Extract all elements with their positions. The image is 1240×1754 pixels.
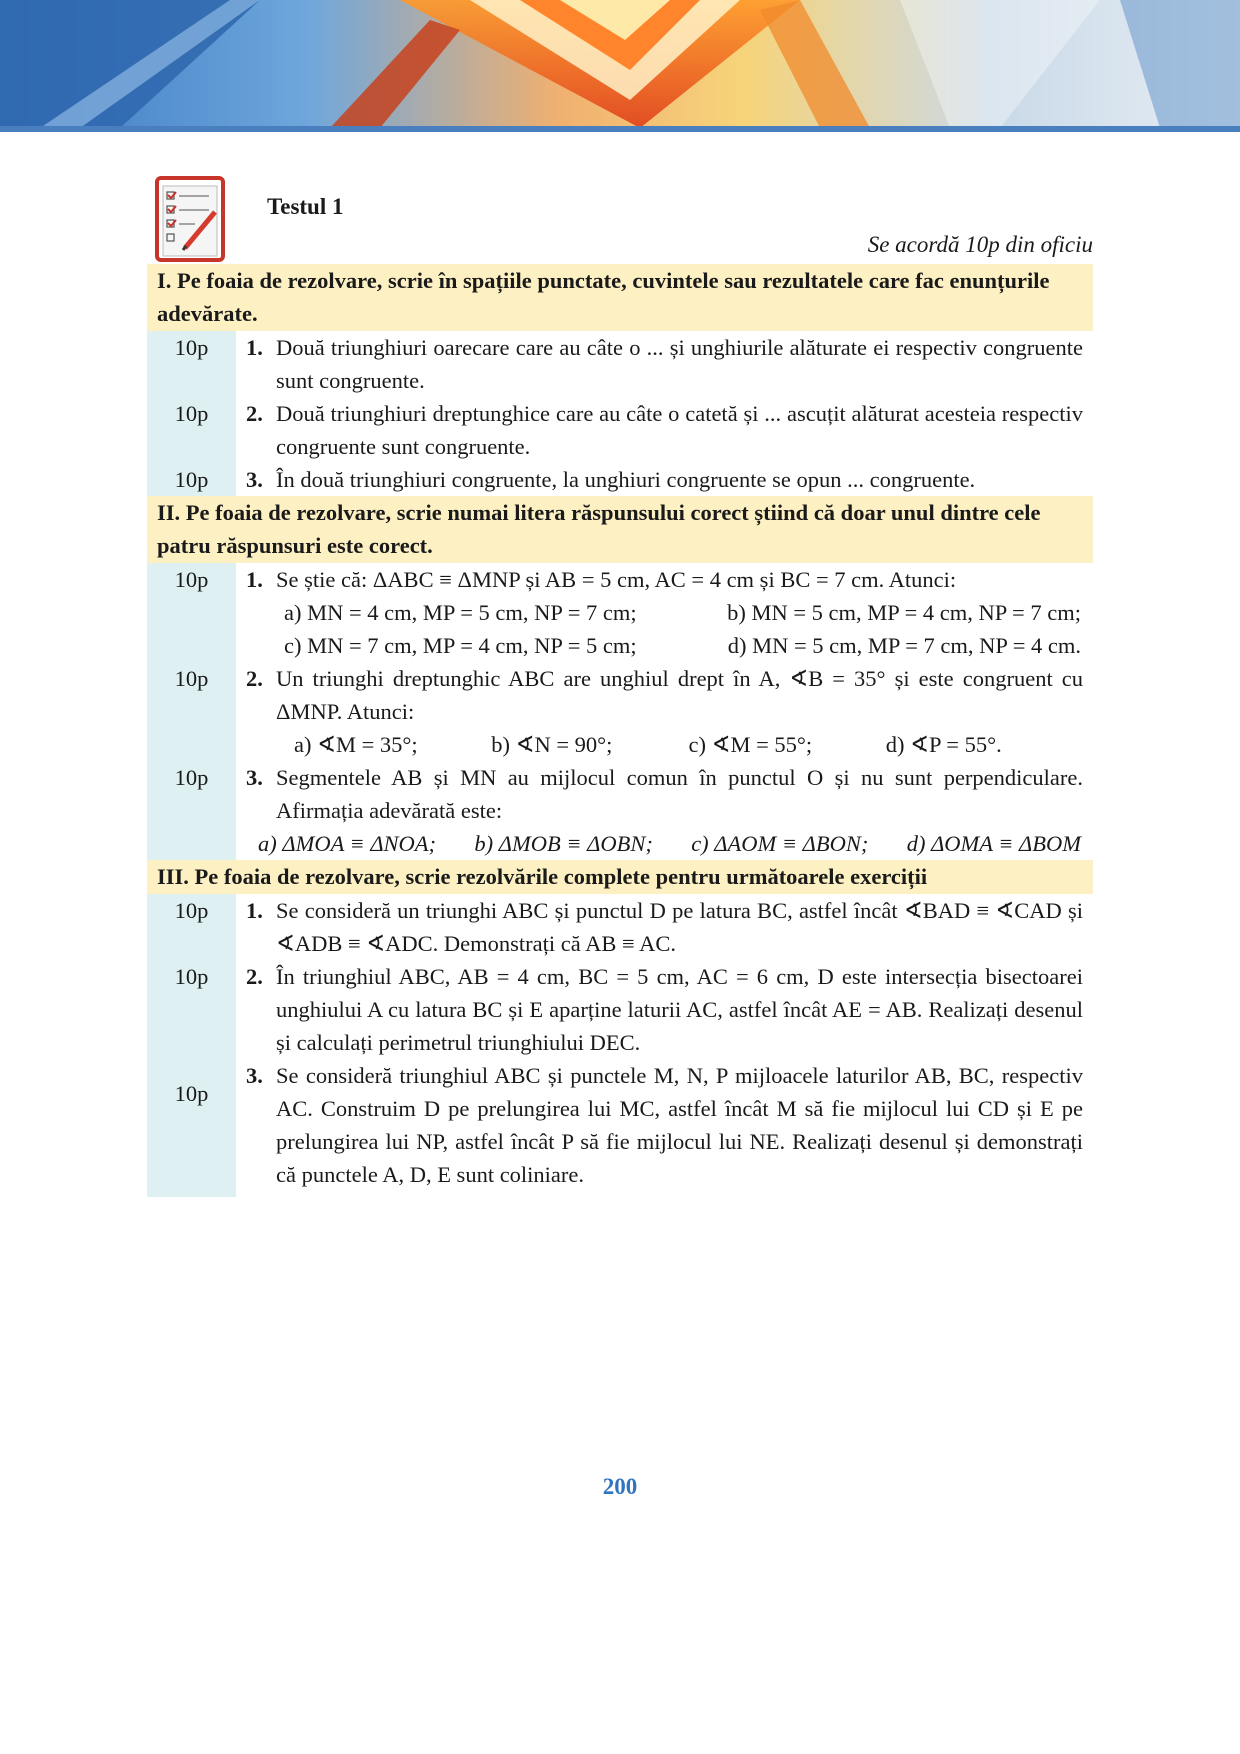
option-d: d) MN = 5 cm, MP = 7 cm, NP = 4 cm. (727, 633, 1081, 658)
options-row (246, 728, 1083, 761)
test-content (147, 170, 1093, 1197)
item-number: 3. (246, 1063, 263, 1088)
section-2-header: II. Pe foaia de rezolvare, scrie numai litera răspunsului corect știind că doar unul dintre cele patru răspunsuri este corect. (147, 496, 1093, 563)
item-text: În triunghiul ABC, AB = 4 cm, BC = 5 cm, AC = 6 cm, D este intersecția bisectoarei unghiului A cu latura BC și E aparține laturii AC, astfel încât AE = AB. Realizați desenul și calculați perimetrul triunghiului DEC. (276, 964, 1083, 1055)
test-header (147, 170, 1093, 260)
option-d: d) ΔOMA ≡ ΔBOM (906, 831, 1081, 856)
section-3-item (147, 894, 1093, 960)
points-label: 10p (147, 960, 236, 1059)
options-row (246, 596, 1083, 629)
section-3-item (147, 960, 1093, 1059)
item-text: Două triunghiuri oarecare care au câte o ... și unghiurile alăturate ei respectiv congruente sunt congruente. (276, 335, 1083, 393)
points-label: 10p (147, 894, 236, 960)
section-1-header: I. Pe foaia de rezolvare, scrie în spațiile punctate, cuvintele sau rezultatele care fac enunțurile adevărate. (147, 264, 1093, 331)
table-bottom-spacer (147, 1191, 1093, 1197)
points-label: 10p (147, 761, 236, 860)
item-text: Se consideră triunghiul ABC și punctele M, N, P mijloacele laturilor AB, BC, respectiv AC. Construim D pe prelungirea lui MC, astfel încât M să fie mijlocul lui CD și E pe prelungirea lui NP, astfel încât P să fie mijlocul lui NE. Realizați desenul și demonstrați că punctele A, D, E sunt coliniare. (276, 1063, 1083, 1187)
option-d: d) ∢P = 55°. (885, 732, 1002, 757)
page-number: 200 (602, 1474, 638, 1499)
points-label: 10p (147, 397, 236, 463)
section-1-item (147, 397, 1093, 463)
option-a: a) ΔMOA ≡ ΔNOA; (258, 831, 437, 856)
section-3-item (147, 1059, 1093, 1191)
section-1-item (147, 331, 1093, 397)
options-row (246, 629, 1083, 662)
header-banner-image (0, 0, 1240, 128)
section-2-item (147, 563, 1093, 662)
option-a: a) MN = 4 cm, MP = 5 cm, NP = 7 cm; (284, 600, 637, 625)
section-2-item (147, 662, 1093, 761)
test-title: Testul 1 (267, 194, 344, 219)
item-number: 2. (246, 401, 263, 426)
item-number: 3. (246, 765, 263, 790)
test-table (147, 264, 1093, 1197)
option-a: a) ∢M = 35°; (294, 732, 418, 757)
item-stem: Se știe că: ΔABC ≡ ΔMNP și AB = 5 cm, AC = 4 cm și BC = 7 cm. Atunci: (276, 567, 957, 592)
section-2-item (147, 761, 1093, 860)
section-3-header: III. Pe foaia de rezolvare, scrie rezolvările complete pentru următoarele exerciții (147, 860, 1093, 894)
option-b: b) MN = 5 cm, MP = 4 cm, NP = 7 cm; (727, 600, 1081, 625)
header-banner-stripe (0, 126, 1240, 132)
option-b: b) ΔMOB ≡ ΔOBN; (474, 831, 653, 856)
item-number: 1. (246, 898, 263, 923)
item-text: Două triunghiuri dreptunghice care au câte o catetă și ... ascuțit alăturat acesteia respectiv congruente sunt congruente. (276, 401, 1083, 459)
item-number: 3. (246, 467, 263, 492)
item-number: 1. (246, 335, 263, 360)
item-stem: Un triunghi dreptunghic ABC are unghiul drept în A, ∢B = 35° și este congruent cu ΔMNP. Atunci: (276, 666, 1083, 724)
item-stem: Segmentele AB și MN au mijlocul comun în punctul O și nu sunt perpendiculare. Afirmația adevărată este: (276, 765, 1083, 823)
item-number: 1. (246, 567, 263, 592)
points-label: 10p (147, 563, 236, 662)
option-c: c) ΔAOM ≡ ΔBON; (691, 831, 869, 856)
option-b: b) ∢N = 90°; (491, 732, 613, 757)
item-number: 2. (246, 666, 263, 691)
oficiu-note: Se acordă 10p din oficiu (867, 232, 1093, 257)
option-c: c) ∢M = 55°; (688, 732, 813, 757)
points-label: 10p (147, 331, 236, 397)
options-row (246, 827, 1083, 860)
points-label: 10p (147, 463, 236, 496)
item-text: Se consideră un triunghi ABC și punctul D pe latura BC, astfel încât ∢BAD ≡ ∢CAD și ∢ADB ≡ ∢ADC. Demonstrați că AB ≡ AC. (276, 898, 1083, 956)
points-label: 10p (147, 1059, 236, 1191)
clipboard-checklist-icon (155, 176, 225, 262)
item-number: 2. (246, 964, 263, 989)
section-1-item (147, 463, 1093, 496)
option-c: c) MN = 7 cm, MP = 4 cm, NP = 5 cm; (284, 633, 637, 658)
points-label: 10p (147, 662, 236, 761)
item-text: În două triunghiuri congruente, la unghiuri congruente se opun ... congruente. (276, 467, 976, 492)
